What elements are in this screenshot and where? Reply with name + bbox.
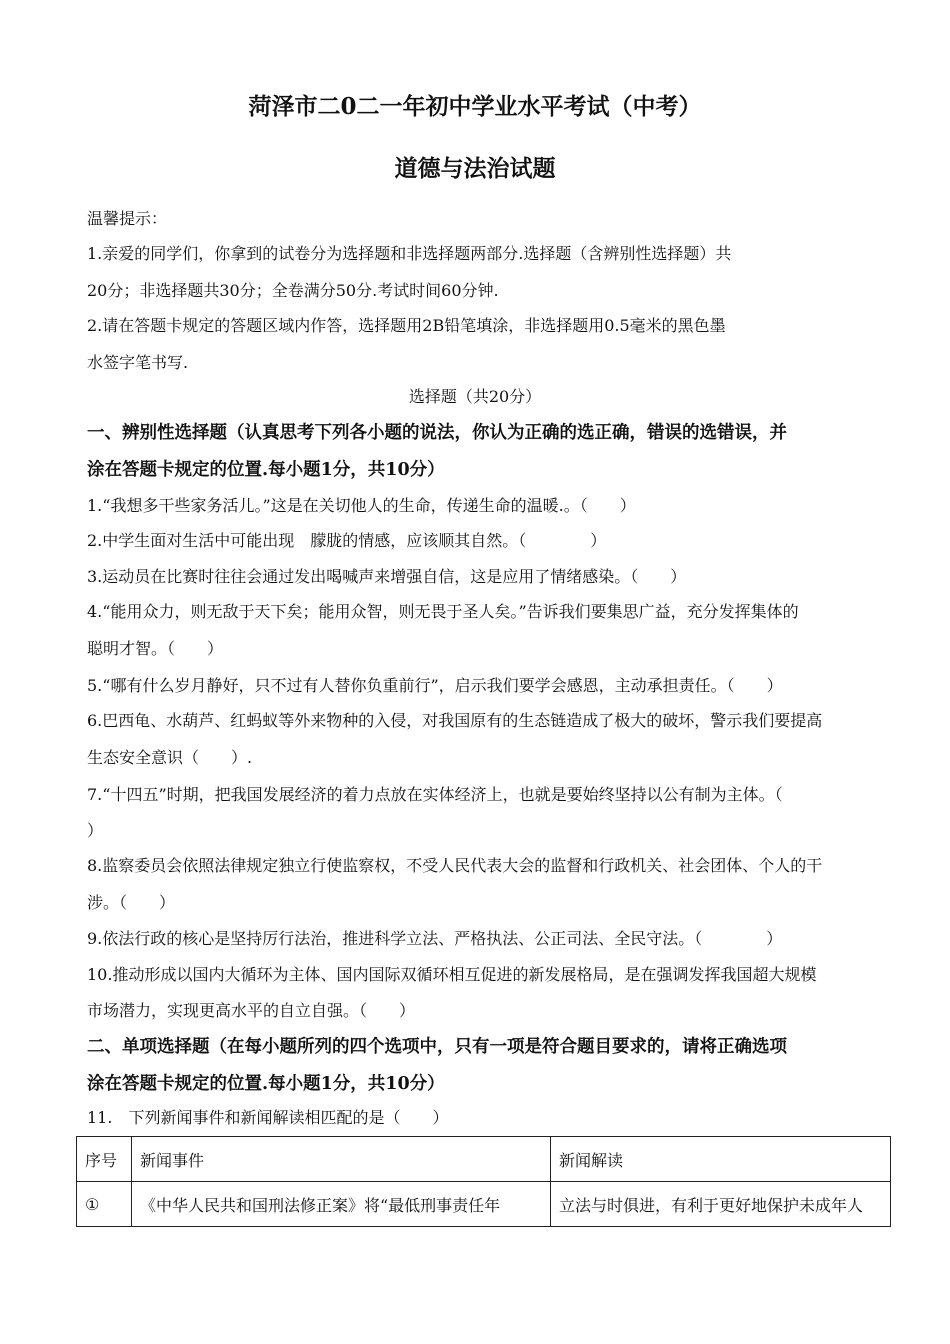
question-7-line-2: ） <box>87 821 104 840</box>
question-6-line-1: 6.巴西龟、水葫芦、红蚂蚁等外来物种的入侵，对我国原有的生态链造成了极大的破坏，警示我们要提高 <box>87 711 823 730</box>
question-4-line-2: 聪明才智。（ ） <box>87 639 224 658</box>
header-cell-interpretation: 新闻解读 <box>551 1137 891 1182</box>
question-3: 3.运动员在比赛时往往会通过发出喝喊声来增强自信，这是应用了情绪感染。（ ） <box>87 567 687 586</box>
tip-2-line-1: 2.请在答题卡规定的答题区域内作答，选择题用2B铅笔填涂，非选择题用0.5毫米的黑色墨 <box>87 316 726 335</box>
part1-heading-line-2: 涂在答题卡规定的位置.每小题1分，共10分） <box>87 460 445 480</box>
exam-title: 菏泽市二0二一年初中学业水平考试（中考） <box>248 93 702 120</box>
question-9: 9.依法行政的核心是坚持厉行法治，推进科学立法、严格执法、公正司法、全民守法。（ ） <box>87 929 783 948</box>
question-1: 1.“我想多干些家务活儿。”这是在关切他人的生命，传递生命的温暖.。（ ） <box>87 496 636 515</box>
part2-heading-line-1: 二、单项选择题（在每小题所列的四个选项中，只有一项是符合题目要求的，请将正确选项 <box>87 1037 787 1057</box>
question-4-line-1: 4.“能用众力，则无敌于天下矣；能用众智，则无畏于圣人矣。”告诉我们要集思广益，充分发挥集体的 <box>87 602 799 621</box>
question-5: 5.“哪有什么岁月静好，只不过有人替你负重前行”，启示我们要学会感恩，主动承担责任。（ ） <box>87 676 783 695</box>
question-6-line-2: 生态安全意识（ ）. <box>87 748 253 767</box>
question-7-line-1: 7.“十四五”时期，把我国发展经济的着力点放在实体经济上，也就是要始终坚持以公有制为主体。（ <box>87 785 783 804</box>
question-8-line-2: 涉。（ ） <box>87 893 176 912</box>
row-cell-event: 《中华人民共和国刑法修正案》将“最低刑事责任年 <box>132 1182 551 1227</box>
question-10-line-2: 市场潜力，实现更高水平的自立自强。（ ） <box>87 1001 416 1020</box>
part2-heading-line-2: 涂在答题卡规定的位置.每小题1分，共10分） <box>87 1074 445 1094</box>
tip-2-line-2: 水签字笔书写. <box>87 353 189 372</box>
table-header-row <box>77 1137 891 1182</box>
question-2: 2.中学生面对生活中可能出现 朦胧的情感，应该顺其自然。（ ） <box>87 531 607 550</box>
tips-heading: 温馨提示： <box>87 209 168 228</box>
question-10-line-1: 10.推动形成以国内大循环为主体、国内国际双循环相互促进的新发展格局，是在强调发挥我国超大规模 <box>87 965 817 984</box>
header-cell-number: 序号 <box>77 1137 132 1182</box>
tip-1-line-1: 1.亲爱的同学们，你拿到的试卷分为选择题和非选择题两部分.选择题（含辨别性选择题）共 <box>87 244 732 263</box>
row-cell-number: ① <box>77 1182 132 1227</box>
part1-heading-line-1: 一、辨别性选择题（认真思考下列各小题的说法，你认为正确的选正确，错误的选错误，并 <box>87 423 787 443</box>
question-11: 11. 下列新闻事件和新闻解读相匹配的是（ ） <box>87 1108 449 1127</box>
tip-1-line-2: 20分；非选择题共30分；全卷满分50分.考试时间60分钟. <box>87 281 499 300</box>
question-8-line-1: 8.监察委员会依照法律规定独立行使监察权，不受人民代表大会的监督和行政机关、社会团体、个人的干 <box>87 856 823 875</box>
row-cell-interpretation: 立法与时俱进，有利于更好地保护未成年人 <box>551 1182 891 1227</box>
section-heading: 选择题（共20分） <box>408 387 542 406</box>
table-row <box>77 1182 891 1227</box>
header-cell-event: 新闻事件 <box>132 1137 551 1182</box>
exam-subtitle: 道德与法治试题 <box>394 155 556 182</box>
news-table <box>76 1136 891 1227</box>
